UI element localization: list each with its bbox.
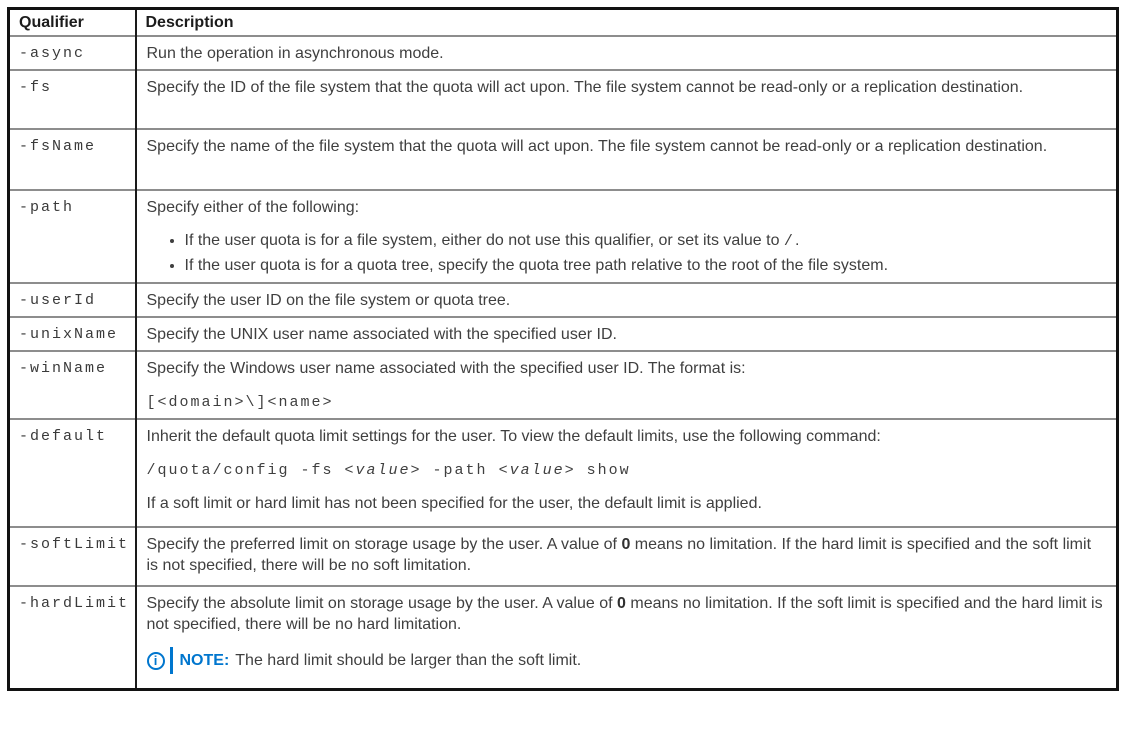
qualifier-text: -default [19,428,108,445]
qualifier-text: -userId [19,292,97,309]
table-row [9,419,1118,527]
qualifier-text: -winName [19,360,108,377]
description-cell [136,129,1118,190]
note-block [147,647,1107,674]
description-cell [136,283,1118,317]
description-cell [136,190,1118,283]
column-header-qualifier: Qualifier [9,9,136,37]
qualifier-cell [9,419,136,527]
info-icon: i [147,652,165,670]
qualifier-text: -fsName [19,138,97,155]
qualifier-text: -async [19,45,86,62]
qualifier-cell [9,527,136,586]
table-row [9,129,1118,190]
description-cell [136,70,1118,129]
description-paragraph [147,197,1107,218]
text-segment: show [575,462,631,479]
text-segment: [<domain>\]<name> [146,394,334,411]
text-segment: If the user quota is for a file system, either do not use this qualifier, or set its value to [184,232,784,249]
description-paragraph [147,426,1107,447]
note-text [235,650,581,671]
note-divider-bar [170,647,173,674]
qualifier-cell [9,36,136,70]
description-cell [136,586,1118,689]
description-paragraph [147,136,1107,157]
text-segment: Specify either of the following: [146,199,360,216]
text-segment: . [794,232,800,249]
description-paragraph [147,43,1107,64]
code-line [147,459,1107,481]
bullet-item [185,255,1107,276]
qualifier-cell [9,190,136,283]
description-cell [136,317,1118,351]
description-paragraph [147,324,1107,345]
table-row [9,586,1118,689]
table-body [9,36,1118,689]
text-segment: Specify the name of the file system that the quota will act upon. The file system cannot be read-only or a replication destination. [146,138,1048,155]
qualifier-text: -path [19,199,75,216]
description-paragraph [147,358,1107,379]
text-segment: If the user quota is for a quota tree, specify the quota tree path relative to the root of the file system. [184,257,889,274]
text-segment: Inherit the default quota limit settings for the user. To view the default limits, use the following command: [146,428,881,445]
table-row [9,70,1118,129]
bullet-item [185,230,1107,252]
table-row [9,351,1118,419]
text-segment: <value> [498,462,576,479]
text-segment: 0 [621,536,631,553]
qualifier-cell [9,283,136,317]
text-segment: If a soft limit or hard limit has not been specified for the user, the default limit is applied. [146,495,762,512]
text-segment: Specify the UNIX user name associated with the specified user ID. [146,326,617,343]
qualifier-table [7,7,1119,691]
text-segment: Specify the absolute limit on storage usage by the user. A value of [146,595,618,612]
note-label: NOTE: [179,652,230,669]
table-row [9,527,1118,586]
qualifier-text: -softLimit [19,536,130,553]
description-cell [136,527,1118,586]
description-cell [136,36,1118,70]
description-paragraph [147,77,1107,98]
description-paragraph [147,593,1107,635]
qualifier-text: -fs [19,79,53,96]
column-header-description: Description [145,14,234,31]
description-paragraph [147,493,1107,514]
text-segment: Specify the Windows user name associated with the specified user ID. The format is: [146,360,746,377]
description-cell [136,419,1118,527]
text-segment: means no limitation. If the soft limit is specified and the hard limit is not specified, there will be no hard limitation. [146,595,1103,633]
table-row [9,283,1118,317]
description-cell [136,351,1118,419]
description-paragraph [147,290,1107,311]
description-paragraph [147,534,1107,576]
text-segment: / [783,233,795,250]
text-segment: means no limitation. If the hard limit is specified and the soft limit is not specified, there will be no soft limitation. [146,536,1092,574]
qualifier-text: -unixName [19,326,119,343]
text-segment: <value> [344,462,422,479]
text-segment: -path [421,462,499,479]
table-header-row [9,9,1118,37]
table-row [9,317,1118,351]
text-segment: /quota/config -fs [146,462,345,479]
table-row [9,190,1118,283]
text-segment: Specify the user ID on the file system or quota tree. [146,292,511,309]
qualifier-cell [9,351,136,419]
qualifier-cell [9,317,136,351]
bullet-list [147,230,1107,276]
qualifier-cell [9,586,136,689]
text-segment: Specify the preferred limit on storage usage by the user. A value of [146,536,622,553]
table-row [9,36,1118,70]
text-segment: Specify the ID of the file system that the quota will act upon. The file system cannot be read-only or a replication destination. [146,79,1024,96]
qualifier-cell [9,129,136,190]
text-segment: Run the operation in asynchronous mode. [146,45,444,62]
text-segment: 0 [617,595,626,612]
qualifier-text: -hardLimit [19,595,130,612]
table-head [9,9,1118,37]
qualifier-cell [9,70,136,129]
code-line [147,391,1107,413]
text-segment: The hard limit should be larger than the soft limit. [235,652,582,669]
